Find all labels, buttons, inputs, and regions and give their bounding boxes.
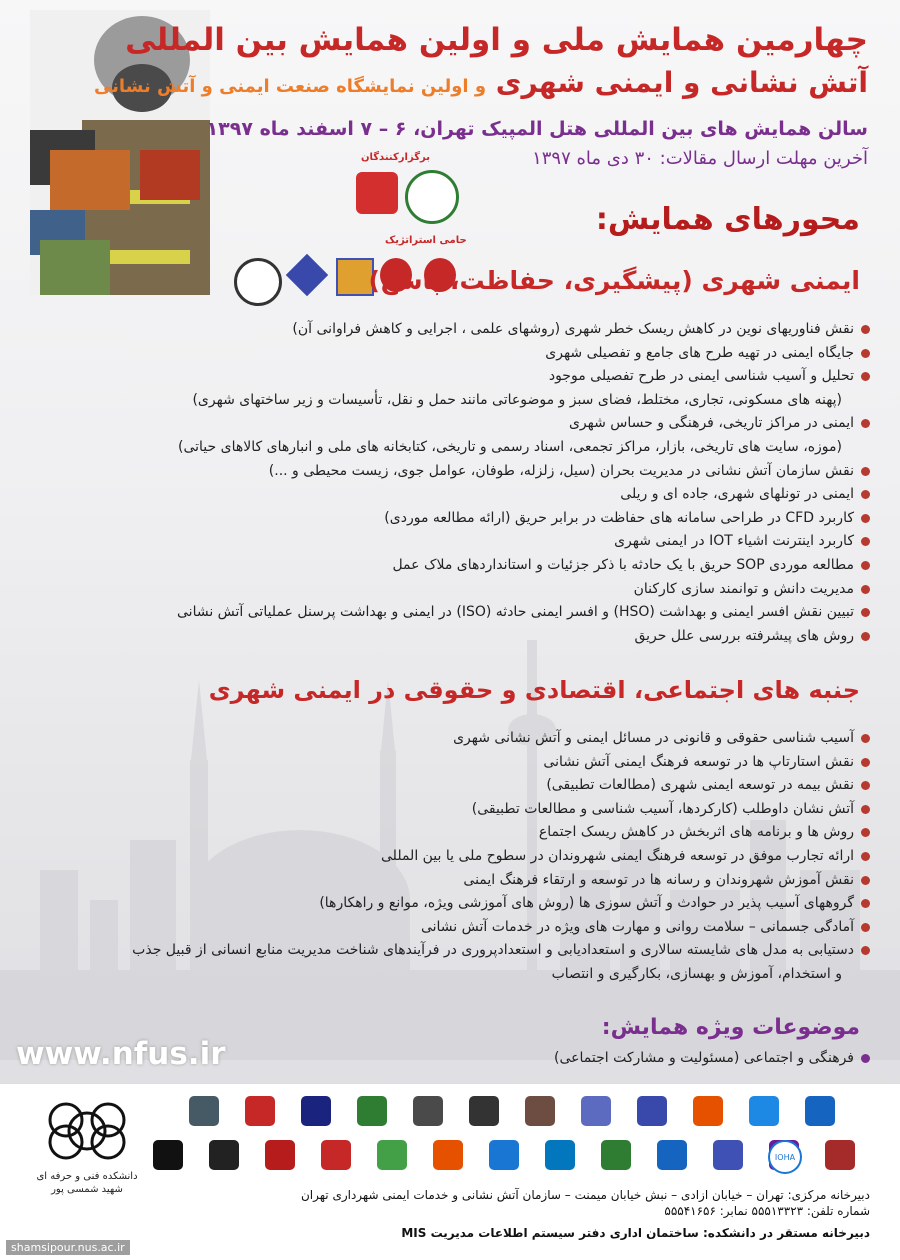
topic-item: کاربرد CFD در طراحی سامانه های حفاظت در برابر حریق (ارائه مطالعه موردی) [32,507,872,531]
topic-item: مطالعه موردی SOP حریق با یک حادثه با ذکر جزئیات و استانداردهای ملاک عمل [32,554,872,578]
partner-logo [321,1140,351,1170]
safety-topics-list [32,318,872,648]
topic-item: نقش بیمه در توسعه ایمنی شهری (مطالعات تطبیقی) [32,774,872,798]
partner-logo [749,1096,779,1126]
special-topics-heading: موضوعات ویژه همایش: [601,1015,860,1040]
ioha-logo: IOHA [768,1140,802,1174]
partner-logo [209,1140,239,1170]
partner-logo [581,1096,611,1126]
partner-logo [245,1096,275,1126]
partner-logo [413,1096,443,1126]
topic-item: تبیین نقش افسر ایمنی و بهداشت (HSO) و افسر ایمنی حادثه (ISO) در ایمنی و بهداشت پرسنل عملیاتی آتش نشانی [32,601,872,625]
local-secretariat: دبیرخانه مستقر در دانشکده: ساختمان اداری دفتر سیستم اطلاعات مدیریت MIS [401,1226,870,1240]
partner-logo [601,1140,631,1170]
submission-deadline: آخرین مهلت ارسال مقالات: ۳۰ دی ماه ۱۳۹۷ [532,148,868,169]
sponsor-logo-2 [286,254,328,296]
exhibition-note: و اولین نمایشگاه صنعت ایمنی و آتش نشانی [93,76,487,97]
topic-item: نقش استارتاپ ها در توسعه فرهنگ ایمنی آتش نشانی [32,751,872,775]
partner-logo [805,1096,835,1126]
partner-logo [693,1096,723,1126]
partner-logo [469,1096,499,1126]
sponsor-logo-1 [234,258,282,306]
topic-item: جایگاه ایمنی در تهیه طرح های جامع و تفصیلی شهری [32,342,872,366]
college-logo-icon [36,1098,138,1164]
topic-item: فرهنگی و اجتماعی (مسئولیت و مشارکت اجتماعی) [32,1047,872,1071]
organizer-logo-fire-department [356,172,398,214]
partner-logo [433,1140,463,1170]
organizer-logo-tehran-municipality [405,170,459,224]
partner-logo [377,1140,407,1170]
subject-main: آتش نشانی و ایمنی شهری [495,66,868,99]
venue-and-date: سالن همایش های بین المللی هتل المپیک تهران، ۶ – ۷ اسفند ماه ۱۳۹۷ [206,118,868,140]
organizers-label: برگزارکنندگان [360,152,430,163]
partner-logo [357,1096,387,1126]
safety-heading: ایمنی شهری (پیشگیری، حفاظت، پاسخ) [368,266,860,295]
footer [0,1083,900,1260]
topic-detail: و استخدام، آموزش و بهسازی، بکارگیری و انتصاب [551,965,842,982]
topic-item: تحلیل و آسیب شناسی ایمنی در طرح تفصیلی موجود [32,365,872,389]
partner-logo [301,1096,331,1126]
partner-logo [489,1140,519,1170]
topic-item: روش ها و برنامه های اثربخش در کاهش ریسک اجتماع [32,821,872,845]
topic-item: گروههای آسیب پذیر در حوادث و آتش سوزی ها (روش های آموزشی ویژه، موانع و راهکارها) [32,892,872,916]
topic-item: ارائه تجارب موفق در توسعه فرهنگ ایمنی شهروندان در سطوح ملی یا بین المللی [32,845,872,869]
topic-item: کاربرد اینترنت اشیاء IOT در ایمنی شهری [32,530,872,554]
topic-item: مدیریت دانش و توانمند سازی کارکنان [32,578,872,602]
social-topics-list [32,727,872,987]
conference-title: چهارمین همایش ملی و اولین همایش بین المللی [125,22,868,58]
social-heading: جنبه های اجتماعی، اقتصادی و حقوقی در ایمنی شهری [208,676,860,704]
college-name: دانشکده فنی و حرفه ای شهید شمسی پور [36,1171,138,1195]
axes-heading: محورهای همایش: [595,202,860,237]
topic-item: ایمنی در تونلهای شهری، جاده ای و ریلی [32,483,872,507]
topic-item: روش های پیشرفته بررسی علل حریق [32,625,872,649]
topic-item: نقش سازمان آتش نشانی در مدیریت بحران (سیل، زلزله، طوفان، عوامل جوی، زیست محیطی و ...) [32,460,872,484]
sponsors-label: حامی استراتژیک [385,235,467,246]
topic-item: دستیابی به مدل های شایسته سالاری و استعدادیابی و استعدادپروری در فرآیندهای شناخت مدیریت منابع انسانی از قبیل جذب [32,939,872,963]
partner-logo [657,1140,687,1170]
topic-item: آمادگی جسمانی – سلامت روانی و مهارت های ویژه در خدمات آتش نشانی [32,916,872,940]
topic-item: آسیب شناسی حقوقی و قانونی در مسائل ایمنی و آتش نشانی شهری [32,727,872,751]
central-secretariat-address: دبیرخانه مرکزی: تهران – خیابان ازادی – نبش خیابان میمنت – سازمان آتش نشانی و خدمات ایمنی شهرداری تهران [300,1188,870,1202]
partner-logo [637,1096,667,1126]
partner-logo [825,1140,855,1170]
contact-phone-fax: شماره تلفن: ۵۵۵۱۳۳۲۳ نمابر: ۵۵۵۴۱۶۵۶ [664,1204,870,1218]
topic-item: ایمنی در مراکز تاریخی، فرهنگی و حساس شهری [32,412,872,436]
topic-detail: (موزه، سایت های تاریخی، بازار، مراکز تجمعی، اسناد رسمی و تاریخی، کتابخانه های ملی و انبارهای کالاهای حیاتی) [178,438,842,455]
partner-logo [545,1140,575,1170]
topic-detail: (پهنه های مسکونی، تجاری، مختلط، فضای سبز و موضوعاتی مانند حمل و نقل، تأسیسات و زیر ساختهای شهری) [192,391,842,408]
topic-item: آتش نشان داوطلب (کارکردها، آسیب شناسی و مطالعات تطبیقی) [32,798,872,822]
partner-logo [525,1096,555,1126]
website-address: www.nfus.ir [16,1036,226,1072]
topic-item: نقش فناوریهای نوین در کاهش ریسک خطر شهری (روشهای علمی ، اجرایی و کاهش فراوانی آن) [32,318,872,342]
domain-watermark: shamsipour.nus.ac.ir [6,1240,130,1255]
partner-logo [265,1140,295,1170]
partner-logo [713,1140,743,1170]
partner-logo [189,1096,219,1126]
topic-item: نقش آموزش شهروندان و رسانه ها در توسعه و ارتقاء فرهنگ ایمنی [32,869,872,893]
conference-subject [94,66,868,99]
partner-logo [153,1140,183,1170]
